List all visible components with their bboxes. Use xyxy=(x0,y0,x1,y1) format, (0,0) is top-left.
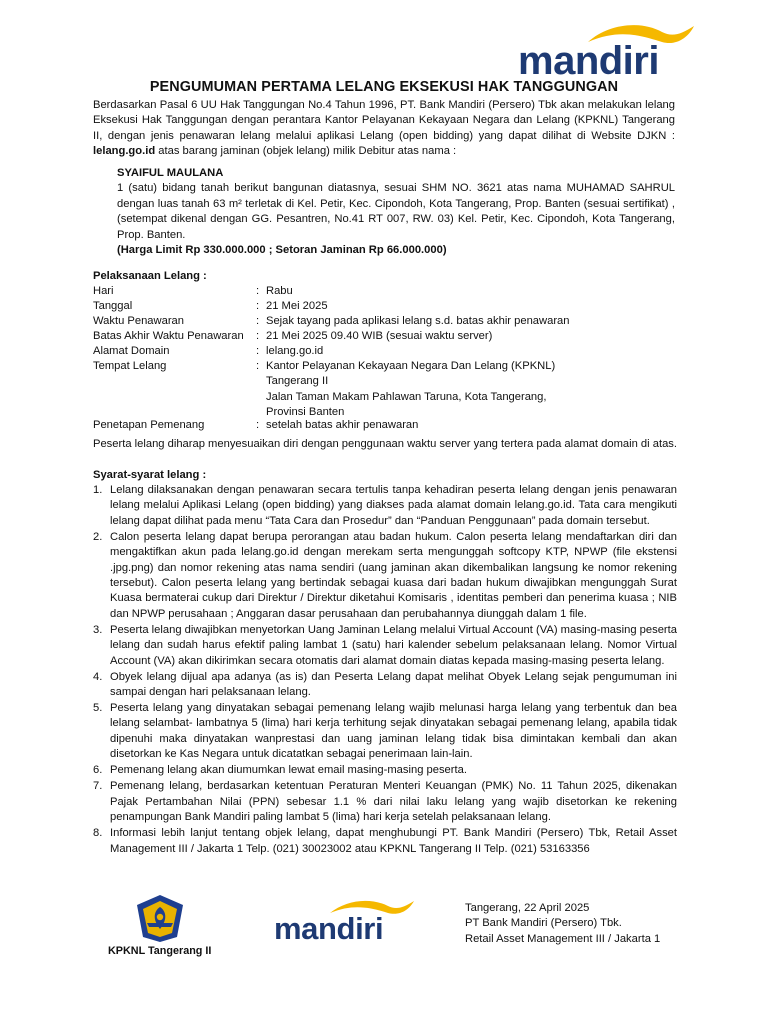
row-value xyxy=(266,359,686,421)
row-separator: : xyxy=(256,300,260,312)
place-date: Tangerang, 22 April 2025 xyxy=(465,902,590,914)
row-separator: : xyxy=(256,419,260,431)
intro-paragraph xyxy=(93,98,675,160)
kemenkeu-emblem-icon xyxy=(133,893,187,943)
tempat-line: Tangerang II xyxy=(266,375,329,388)
page-title: PENGUMUMAN PERTAMA LELANG EKSEKUSI HAK TANGGUNGAN xyxy=(149,79,619,95)
mandiri-logo-footer xyxy=(272,898,422,944)
row-key: Waktu Penawaran xyxy=(93,315,184,327)
row-value: Rabu xyxy=(266,285,293,297)
mandiri-wordmark: mandiri xyxy=(274,911,384,944)
object-description: 1 (satu) bidang tanah berikut bangunan diatasnya, sesuai SHM NO. 3621 atas nama MUHAMAD SAHRUL dengan luas tanah 63 m² terletak di Kel. Petir, Kec. Cipondoh, Kota Tangerang, Prop. Banten (sesuai sertifikat) , (setempat dikenal dengan GG. Pesantren, No.41 RT 007, RW. 03) Kel. Petir, Kec. Cipondoh, Kota Tangerang, Prop. Banten. xyxy=(117,182,675,241)
row-value: lelang.go.id xyxy=(266,345,324,357)
list-item: 8. Informasi lebih lanjut tentang objek lelang, dapat menghubungi PT. Bank Mandiri (Persero) Tbk, Retail Asset Management III / Jakarta 1 Telp. (021) 30023002 atau KPKNL Tangerang II Telp. (021) 53163356 xyxy=(93,827,677,855)
row-separator: : xyxy=(256,360,260,372)
list-item: 4. Obyek lelang dijual apa adanya (as is) dan Peserta Lelang dapat melihat Obyek Lelang sejak pengumuman ini sampai dengan hari pelaksanaan lelang. xyxy=(93,670,677,699)
debtor-name: SYAIFUL MAULANA xyxy=(117,167,224,179)
pelaksanaan-heading: Pelaksanaan Lelang : xyxy=(93,270,207,282)
list-item: 1. Lelang dilaksanakan dengan penawaran secara tertulis tanpa kehadiran peserta lelang dengan jenis penawaran lelang melalui Aplikasi Lelang (open bidding) yang diakses pada alamat domain lelang.go.id. Tata cara mengikuti lelang dapat dilihat pada menu “Tata Cara dan Prosedur” dan “Panduan Penggunaan” pada domain tersebut. xyxy=(93,484,677,527)
row-value: 21 Mei 2025 xyxy=(266,300,328,312)
row-separator: : xyxy=(256,285,260,297)
server-time-note: Peserta lelang diharap menyesuaikan diri dengan penggunaan waktu server yang tertera pada alamat domain di atas. xyxy=(93,438,677,450)
syarat-heading: Syarat-syarat lelang : xyxy=(93,469,207,481)
row-value: setelah batas akhir penawaran xyxy=(266,419,419,431)
price-limit: (Harga Limit Rp 330.000.000 ; Setoran Jaminan Rp 66.000.000) xyxy=(117,244,447,257)
mandiri-logo xyxy=(512,22,702,80)
mandiri-wordmark: mandiri xyxy=(518,39,659,80)
row-value: Sejak tayang pada aplikasi lelang s.d. batas akhir penawaran xyxy=(266,315,570,327)
tempat-line: Jalan Taman Makam Pahlawan Taruna, Kota Tangerang, xyxy=(266,390,547,403)
intro-text-before: Berdasarkan Pasal 6 UU Hak Tanggungan No.4 Tahun 1996, PT. Bank Mandiri (Persero) Tbk akan melakukan lelang Eksekusi Hak Tanggungan dengan perantara Kantor Pelayanan Kekayaan Negara dan Lelang (KPKNL) Tangerang II, dengan jenis penawaran lelang melalui aplikasi Lelang (open bidding) yang dapat dilihat di Website DJKN : xyxy=(93,99,675,142)
bank-unit: Retail Asset Management III / Jakarta 1 xyxy=(465,932,661,945)
row-value: 21 Mei 2025 09.40 WIB (sesuai waktu server) xyxy=(266,330,493,342)
row-key: Tanggal xyxy=(93,300,133,312)
row-key: Tempat Lelang xyxy=(93,360,167,372)
row-key: Batas Akhir Waktu Penawaran xyxy=(93,330,244,342)
row-key: Hari xyxy=(93,285,114,297)
row-separator: : xyxy=(256,345,260,357)
list-item: 2. Calon peserta lelang dapat berupa perorangan atau badan hukum. Calon peserta lelang mendaftarkan diri dan mengaktifkan akun pada lelang.go.id dengan merekam serta mengunggah softcopy KTP, NPWP (file ekstensi .jpg.png) dan nomor rekening atas nama sendiri (uang jaminan akan dikembalikan langsung ke nomor rekening tersebut). Calon peserta lelang yang bertindak sebagai kuasa dari badan hukum diwajibkan mengunggah Surat Kuasa bermaterai cukup dari Direktur / Direktur diketahui Komisaris , identitas pemberi dan penerima kuasa ; NIB dan NPWP perusahaan ; Anggaran dasar perusahaan dan perubahannya diunggah dalam 1 file. xyxy=(93,530,677,620)
signature-block xyxy=(465,901,745,947)
syarat-list xyxy=(93,483,677,858)
intro-text-after: atas barang jaminan (objek lelang) milik Debitur atas nama : xyxy=(155,145,457,158)
list-item: 5. Peserta lelang yang dinyatakan sebagai pemenang lelang wajib melunasi harga lelang yang terbentuk dan bea lelang selambat- lambatnya 5 (lima) hari kerja terhitung sejak dinyatakan sebagai pemenang lelang, apabila tidak dipenuhi maka dinyatakan wanprestasi dan uang jaminan lelang tidak bisa dimintakan kembali dan akan disetorkan ke Kas Negara untuk dicatatkan sebagai penerimaan lain-lain. xyxy=(93,702,677,761)
row-key: Penetapan Pemenang xyxy=(93,419,205,431)
list-item: 3. Peserta lelang diwajibkan menyetorkan Uang Jaminan Lelang melalui Virtual Account (VA) masing-masing peserta lelang dan sudah harus efektif paling lambat 1 (satu) hari kalender sebelum pelaksanaan lelang. Nomor Virtual Account (VA) akan dikirimkan secara otomatis dari alamat domain diatas kepada masing-masing peserta lelang. xyxy=(93,623,677,667)
tempat-line: Kantor Pelayanan Kekayaan Negara Dan Lelang (KPKNL) xyxy=(266,360,556,372)
tempat-line: Provinsi Banten xyxy=(266,406,345,419)
row-key: Alamat Domain xyxy=(93,345,170,357)
bank-name: PT Bank Mandiri (Persero) Tbk. xyxy=(465,917,622,930)
kpknl-label: KPKNL Tangerang II xyxy=(108,945,212,957)
row-separator: : xyxy=(256,330,260,342)
row-separator: : xyxy=(256,315,260,327)
list-item: 7. Pemenang lelang, berdasarkan ketentuan Peraturan Menteri Keuangan (PMK) No. 11 Tahun 2025, dikenakan Pajak Pertambahan Nilai (PPN) sebesar 1.1 % dari nilai laku lelang yang wajib disetorkan ke rekening penampungan Bank Mandiri paling lambat 5 (lima) hari kerja setelah pelaksanaan lelang. xyxy=(93,780,677,824)
list-item: 6. Pemenang lelang akan diumumkan lewat email masing-masing peserta. xyxy=(93,764,467,777)
debtor-block xyxy=(117,166,675,258)
djkn-website: lelang.go.id xyxy=(93,145,156,158)
